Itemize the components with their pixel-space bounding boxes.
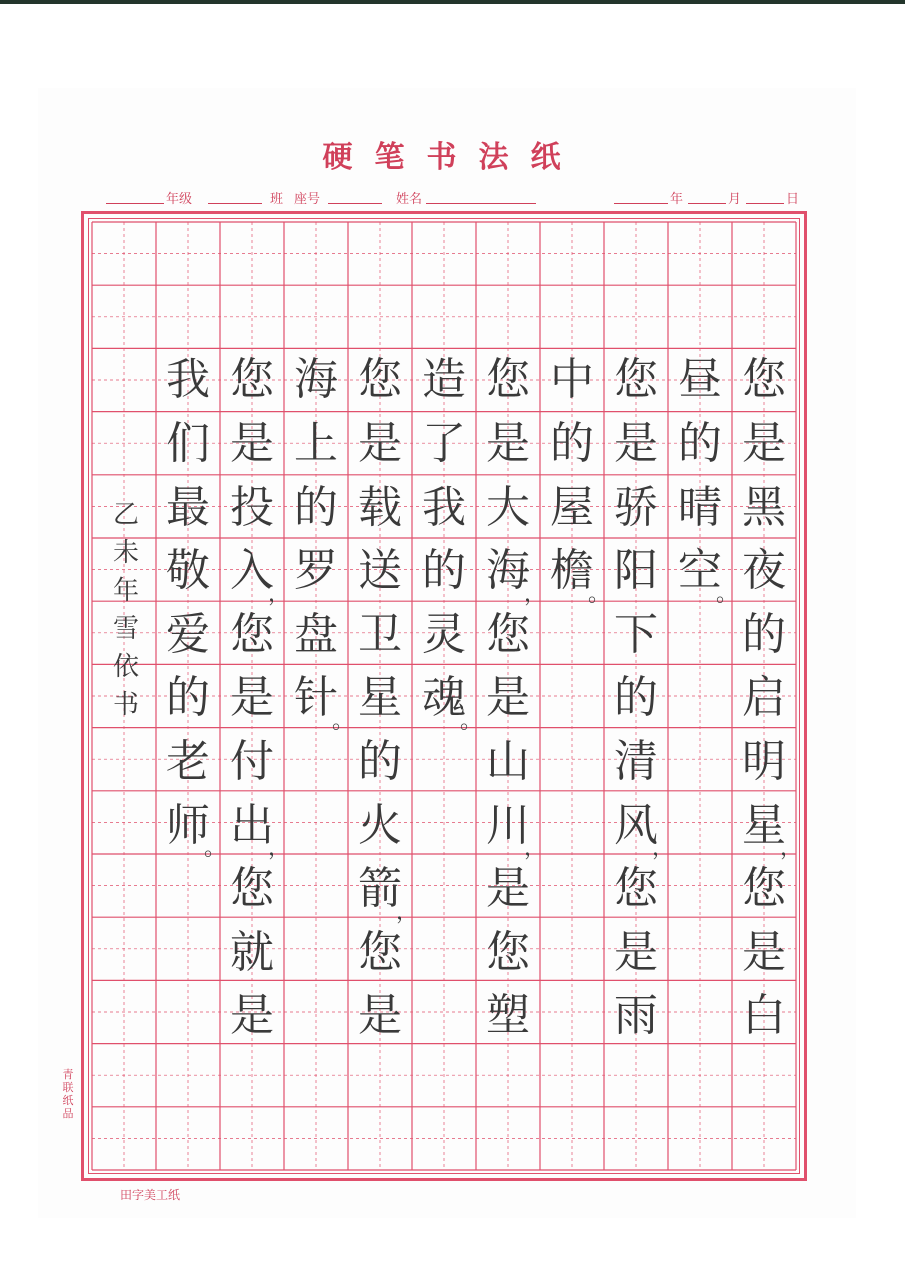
handwritten-character: 是: [486, 417, 530, 469]
handwritten-character: 敬: [166, 545, 210, 597]
handwritten-character: 我: [166, 354, 210, 406]
handwriting-column: 您 是 大 海 ， 您 是 山 川 ， 是 您 塑: [476, 348, 540, 1048]
handwritten-character: 的: [550, 417, 594, 469]
brand-stamp: 青联纸品: [62, 1068, 74, 1120]
handwritten-character: 造: [422, 354, 466, 406]
handwritten-character: 白: [742, 990, 786, 1042]
handwritten-character: 您: [742, 354, 786, 406]
handwritten-character: 是: [742, 417, 786, 469]
day-label: 日: [786, 192, 800, 207]
handwriting-column: 造 了 我 的 灵 魂 。: [412, 348, 476, 730]
handwritten-character: 黑: [742, 481, 786, 533]
handwritten-character: 载: [358, 481, 402, 533]
handwritten-character: 屋: [550, 481, 594, 533]
handwritten-character: 您: [486, 354, 530, 406]
handwritten-character: 空: [678, 545, 722, 597]
handwritten-character: 檐: [550, 545, 594, 597]
handwritten-character: 您: [486, 608, 530, 660]
handwritten-character: 上: [294, 417, 338, 469]
handwritten-character: 大: [486, 481, 530, 533]
page-title: 硬笔书法纸: [322, 140, 583, 175]
handwritten-character: 启: [742, 672, 786, 724]
handwriting-column: 您 是 载 送 卫 星 的 火 箭 ， 您 是: [348, 348, 412, 1048]
signature-character: 年: [112, 576, 139, 606]
handwritten-character: 的: [678, 417, 722, 469]
handwritten-character: 送: [358, 545, 402, 597]
signature-character: 未: [112, 538, 139, 568]
handwritten-character: 针: [294, 672, 338, 724]
handwritten-character: 您: [358, 926, 402, 978]
name-label: 姓名: [396, 192, 423, 207]
handwritten-character: 的: [166, 672, 210, 724]
handwritten-character: 夜: [742, 545, 786, 597]
signature-character: 雪: [112, 614, 139, 644]
year-label: 年: [670, 192, 684, 207]
handwritten-character: 骄: [614, 481, 658, 533]
handwriting-column: 昼 的 晴 空 。: [668, 348, 732, 602]
handwritten-character: 灵: [422, 608, 466, 660]
signature: [111, 496, 141, 724]
class-label: 班: [270, 192, 284, 207]
handwritten-character: 您: [742, 863, 786, 915]
handwriting-column: 您 是 黑 夜 的 启 明 星 ， 您 是 白: [732, 348, 796, 1048]
handwritten-character: 晴: [678, 481, 722, 533]
handwritten-character: 星: [742, 799, 786, 851]
handwritten-character: 下: [614, 608, 658, 660]
handwritten-character: 付: [230, 735, 274, 787]
handwritten-character: 们: [166, 417, 210, 469]
handwritten-character: 箭: [358, 863, 402, 915]
handwriting-column: 我 们 最 敬 爱 的 老 师 。: [156, 348, 220, 857]
handwritten-character: 我: [422, 481, 466, 533]
handwritten-character: 盘: [294, 608, 338, 660]
handwritten-character: 最: [166, 481, 210, 533]
handwritten-character: 的: [422, 545, 466, 597]
handwriting-column: 您 是 投 入 ， 您 是 付 出 ， 您 就 是: [220, 348, 284, 1048]
handwriting-column: 中 的 屋 檐 。: [540, 348, 604, 602]
handwritten-character: 出: [230, 799, 274, 851]
handwritten-character: 是: [614, 926, 658, 978]
handwritten-character: 就: [230, 926, 274, 978]
handwritten-character: 山: [486, 735, 530, 787]
month-label: 月: [728, 192, 742, 207]
handwritten-character: 是: [230, 990, 274, 1042]
handwritten-character: 是: [358, 417, 402, 469]
handwritten-character: 了: [422, 417, 466, 469]
handwritten-character: 海: [486, 545, 530, 597]
handwritten-character: 川: [486, 799, 530, 851]
handwritten-character: 罗: [294, 545, 338, 597]
handwritten-character: 是: [614, 417, 658, 469]
handwritten-character: 您: [230, 863, 274, 915]
handwritten-character: 是: [230, 417, 274, 469]
handwritten-character: 的: [742, 608, 786, 660]
handwritten-character: 海: [294, 354, 338, 406]
handwriting-column: 您 是 骄 阳 下 的 清 风 ， 您 是 雨: [604, 348, 668, 1048]
handwritten-character: 是: [230, 672, 274, 724]
handwritten-character: 您: [230, 354, 274, 406]
handwriting-column: 海 上 的 罗 盘 针 。: [284, 348, 348, 730]
handwritten-character: 的: [294, 481, 338, 533]
handwritten-character: 的: [614, 672, 658, 724]
handwritten-character: 是: [486, 863, 530, 915]
signature-character: 乙: [112, 500, 139, 530]
handwritten-character: 是: [358, 990, 402, 1042]
grade-label: 年级: [166, 192, 193, 207]
signature-character: 书: [112, 690, 139, 720]
handwritten-character: 卫: [358, 608, 402, 660]
handwritten-character: 风: [614, 799, 658, 851]
handwritten-character: 爱: [166, 608, 210, 660]
handwritten-character: 是: [742, 926, 786, 978]
handwritten-character: 您: [230, 608, 274, 660]
signature-character: 依: [112, 652, 139, 682]
handwritten-character: 雨: [614, 990, 658, 1042]
handwritten-character: 您: [358, 354, 402, 406]
handwritten-character: 阳: [614, 545, 658, 597]
handwritten-character: 明: [742, 735, 786, 787]
seat-label: 座号: [294, 192, 321, 207]
handwritten-character: 老: [166, 735, 210, 787]
handwritten-character: 星: [358, 672, 402, 724]
handwritten-character: 入: [230, 545, 274, 597]
handwritten-character: 是: [486, 672, 530, 724]
handwritten-character: 的: [358, 735, 402, 787]
handwritten-character: 清: [614, 735, 658, 787]
handwritten-character: 您: [614, 863, 658, 915]
handwritten-character: 您: [614, 354, 658, 406]
handwritten-character: 火: [358, 799, 402, 851]
handwritten-character: 中: [550, 354, 594, 406]
handwritten-character: 投: [230, 481, 274, 533]
handwritten-character: 昼: [678, 354, 722, 406]
handwritten-character: 魂: [422, 672, 466, 724]
handwritten-character: 您: [486, 926, 530, 978]
handwritten-character: 塑: [486, 990, 530, 1042]
paper-type-footer: 田字美工纸: [120, 1188, 181, 1202]
handwritten-character: 师: [166, 799, 210, 851]
